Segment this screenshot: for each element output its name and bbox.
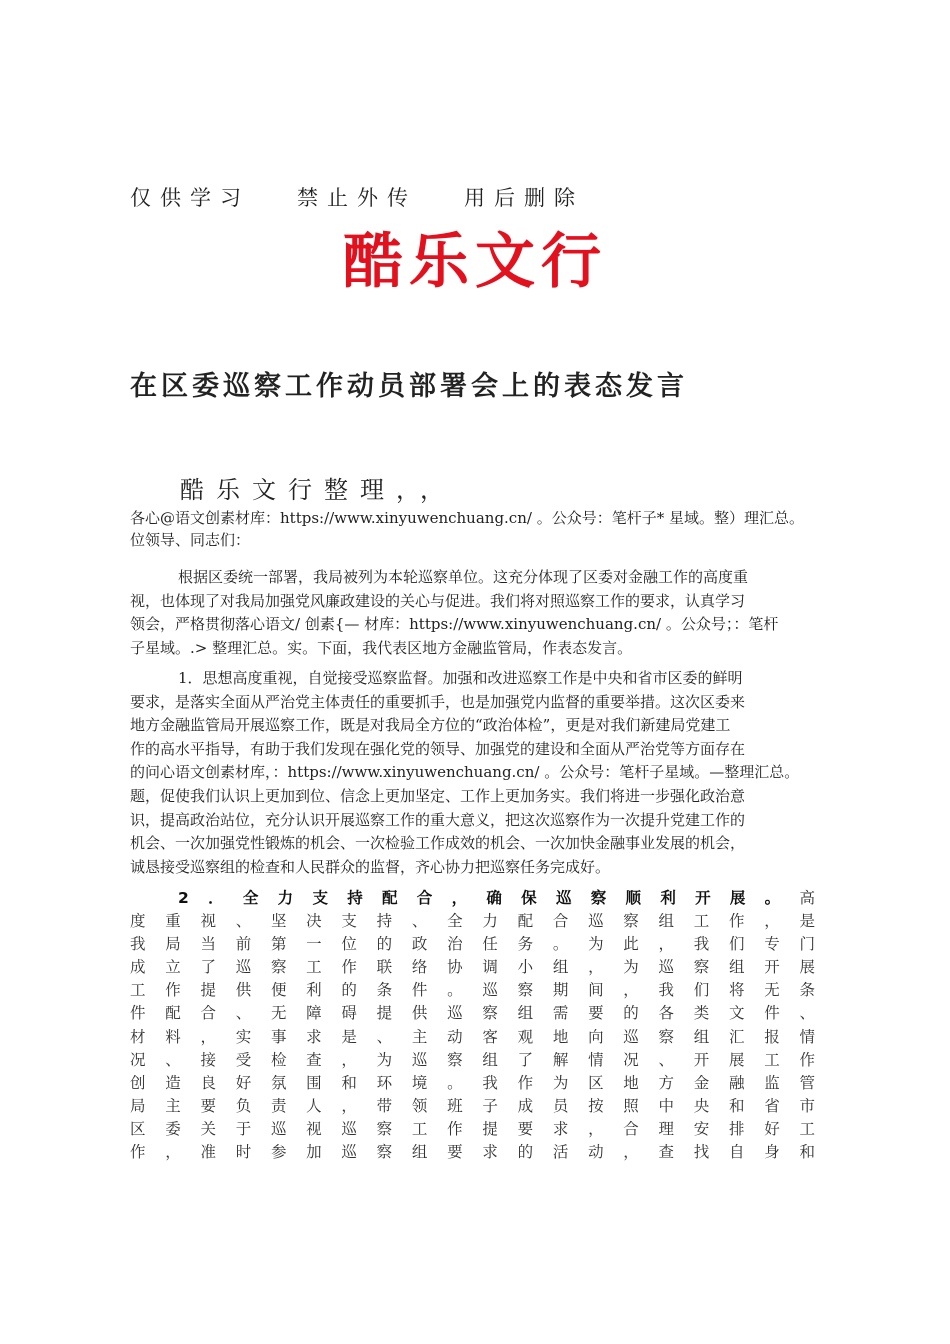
- spaced-line: 况、接受检查，为巡察组了解情况、开展工作: [130, 1050, 815, 1069]
- paragraph-line: 要求，是落实全面从严治党主体责任的重要抓手，也是加强党内监督的重要举措。这次区委来: [130, 692, 746, 711]
- section-2-first-line: [130, 887, 815, 910]
- paragraph-2: [130, 667, 820, 879]
- paragraph-line: 视，也体现了对我局加强党风廉政建设的关心与促进。我们将对照巡察工作的要求，认真学习: [130, 591, 746, 610]
- section-2-heading: 2．全力支持配合，确保巡察顺利开展。: [178, 889, 800, 907]
- paragraph-line: 子星域。.> 整理汇总。实。下面，我代表区地方金融监管局，作表态发言。: [130, 638, 633, 657]
- compiler-line: 酷乐文行整理，，: [180, 476, 456, 504]
- paragraph-line: 地方金融监管局开展巡察工作，既是对我局全方位的“政治体检”，更是对我们新建局党建工: [130, 716, 731, 735]
- spaced-line: 创造良好氛围和环境。我作为区地方金融监管: [130, 1073, 815, 1092]
- paragraph-line: 机会、一次加强党性锻炼的机会、一次检验工作成效的机会、一次加快金融事业发展的机会，: [130, 834, 746, 853]
- spaced-line: 件配合、无障碍提供巡察组需要的各类文件、: [130, 1004, 815, 1023]
- spaced-line: 我局当前第一位的政治任务。为此，我们专门: [130, 935, 815, 954]
- brand-logo-text: 酷乐文行: [343, 227, 607, 297]
- spaced-line: 材料，实事求是、主动客观地向巡察组汇报情: [130, 1027, 815, 1046]
- salutation: 位领导、同志们：: [130, 531, 251, 549]
- paragraph-line: 根据区委统一部署，我局被列为本轮巡察单位。这充分体现了区委对金融工作的高度重: [178, 568, 749, 586]
- section-2-heading-tail: 高: [799, 889, 815, 907]
- paragraph-line: 作的高水平指导，有助于我们发现在强化党的领导、加强党的建设和全面从严治党等方面存在: [130, 739, 746, 758]
- paragraph-line: 的问心语文创素材库，：https://www.xinyuwenchuang.cn/ 。公众号：笔杆子星域。—整理汇总。: [130, 763, 800, 782]
- usage-notice: 仅供学习 禁止外传 用后删除: [130, 186, 585, 210]
- intro-line-1: 各心@语文创素材库：https://www.xinyuwenchuang.cn/ 。公众号：笔杆子* 星域。整）理汇总。: [130, 509, 804, 527]
- paragraph-line: 诚恳接受巡察组的检查和人民群众的监督，齐心协力把巡察任务完成好。: [130, 857, 611, 876]
- spaced-line: 区委关于巡视巡察工作提要求，合理安排好工: [130, 1119, 815, 1138]
- spaced-line: 工作提供便利的条件。巡察期间，我们将无条: [130, 981, 815, 1000]
- paragraph-line: 领会，严格贯彻落心语文/ 创素{— 材库：https://www.xinyuwenchuang.cn/ 。公众号；：笔杆: [130, 615, 779, 634]
- spaced-line: 成立了巡察工作联络协调小组，为巡察组开展: [130, 958, 815, 977]
- spaced-line: 局主要负责人，带领班子成员按照中央和省市: [130, 1096, 815, 1115]
- document-title: 在区委巡察工作动员部署会上的表态发言: [130, 371, 688, 402]
- section-2: [130, 887, 815, 1164]
- paragraph-line: 题，促使我们认识上更加到位、信念上更加坚定、工作上更加务实。我们将进一步强化政治意: [130, 786, 746, 805]
- paragraph-line: 识，提高政治站位，充分认识开展巡察工作的重大意义，把这次巡察作为一次提升党建工作的: [130, 810, 746, 829]
- paragraph-line: 1．思想高度重视，自觉接受巡察监督。加强和改进巡察工作是中央和省市区委的鲜明: [178, 669, 743, 687]
- spaced-line: 度重视、坚决支持、全力配合巡察组工作，是: [130, 912, 815, 931]
- paragraph-1: [130, 566, 820, 660]
- spaced-line: 作，准时参加巡察组要求的活动，查找自身和: [130, 1143, 815, 1162]
